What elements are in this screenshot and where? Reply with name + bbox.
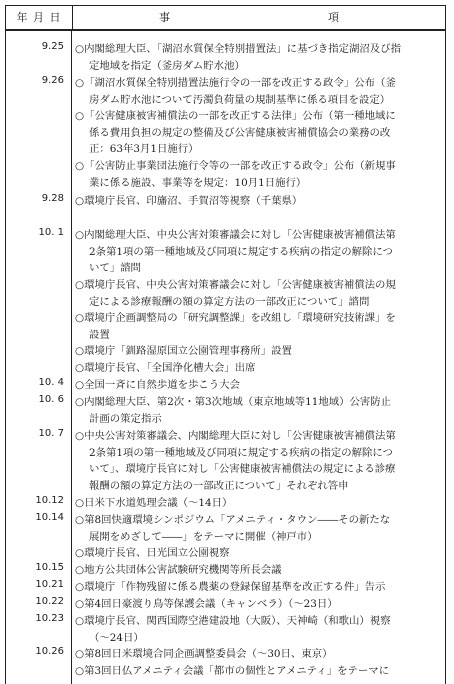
event-entry [75, 495, 443, 512]
event-text-line: ○「公害健康被害補償法の一部を改正する法律」公布（第一種地域に [75, 110, 396, 122]
column-divider [71, 31, 72, 684]
event-text-line: ○第4回日豪渡り鳥等保護会議（キャンベラ）（～23日） [75, 598, 338, 610]
event-text-line: ○内閣総理大臣、「湖沼水質保全特別措置法」に基づき指定湖沼及び指 [75, 43, 401, 55]
event-text-line: ○環境庁長官、日光国立公園視察 [75, 547, 230, 559]
event-entry [75, 646, 443, 663]
event-text-line: ○環境庁「作物残留に係る農薬の登録保留基準を改正する件」告示 [75, 581, 386, 593]
event-text-line: 定地域を指定（釜房ダム貯水池） [89, 59, 245, 72]
event-entry [75, 596, 443, 613]
event-entry [75, 360, 443, 377]
event-entry [75, 545, 443, 562]
row-date: 10. 7 [38, 428, 64, 439]
event-text-line: 2条第1項の第一種地域及び同項に規定する疾病の指定の解除につ [89, 245, 393, 258]
event-text-line: ○第8回日米環境合同企画調整委員会（～30日、東京） [75, 648, 333, 660]
event-text-line: 房ダム貯水池について汚濁負荷量の規制基準に係る項目を設定） [89, 93, 391, 106]
event-text-line: ○環境庁長官、印旛沼、手賀沼等視察（千葉県） [75, 195, 303, 207]
event-text-line: ○中央公害対策審議会、内閣総理大臣に対し「公害健康被害補償法第 [75, 430, 396, 442]
row-date: 10.12 [35, 495, 64, 506]
event-entry [75, 663, 443, 680]
event-entry [75, 562, 443, 579]
event-column-header [73, 6, 445, 29]
event-text-line: 2条第1項の第一種地域及び同項に規定する疾病の指定の解除につ [89, 446, 393, 459]
row-date: 10. 1 [38, 227, 64, 238]
event-entry [75, 41, 443, 74]
event-entry [75, 75, 443, 108]
event-text-line: ○第3回日仏アメニティ会議「都市の個性とアメニティ」をテーマに [75, 665, 390, 677]
event-entry [75, 158, 443, 191]
table-header [5, 5, 446, 31]
event-text-line: 報酬の額の算定方法の一部改正について」それぞれ答申 [89, 480, 349, 493]
event-text-line: （～24日） [89, 631, 144, 644]
event-text-line: ○環境庁長官、中央公害対策審議会に対し「公害健康被害補償法の規 [75, 279, 396, 291]
event-entry [75, 343, 443, 360]
event-text-line: 設置 [89, 328, 110, 341]
event-text-line: ○環境庁長官、関西国際空港建設地（大阪）、天神崎（和歌山）視察 [75, 615, 391, 627]
event-text-line: ○第8回快適環境シンポジウム「アメニティ・タウン――その新たな [75, 514, 391, 526]
event-text-line: 係る費用負担の規定の整備及び公害健康被害補償協会の業務の改 [89, 126, 391, 139]
event-entry [75, 428, 443, 495]
event-text-line: ○全国一斉に自然歩道を歩こう大会 [75, 379, 240, 391]
row-date: 10.21 [35, 579, 64, 590]
event-entry [75, 277, 443, 310]
date-column-header: 年 月 日 [6, 6, 73, 29]
event-text-line: ○内閣総理大臣、第2次・第3次地域（東京地域等11地域）公害防止 [75, 396, 392, 408]
row-date: 10. 6 [38, 394, 64, 405]
event-text-line: いて」諮問 [89, 262, 141, 275]
event-text-line: 業に係る施設、事業等を規定：10月1日施行） [89, 176, 307, 189]
row-date: 10.22 [35, 596, 64, 607]
event-text-line: 正：63年3月1日施行） [89, 143, 199, 156]
event-header-char-2: 項 [328, 11, 340, 24]
event-text-line: ○内閣総理大臣、中央公害対策審議会に対し「公害健康被害補償法第 [75, 229, 396, 241]
event-text-line: 定による診療報酬の額の算定方法の一部改正について」諮問 [89, 295, 370, 308]
event-entry [75, 613, 443, 646]
event-text-line: ○環境庁長官、「全国浄化槽大会」出席 [75, 362, 256, 374]
event-text-line: 展開をめざして――」をテーマに開催（神戸市） [89, 530, 318, 543]
row-date: 9.28 [41, 193, 64, 204]
event-entry [75, 512, 443, 545]
event-entry [75, 394, 443, 427]
event-text-line: ○「公害防止事業団法施行令等の一部を改正する政令」公布（新規事 [75, 160, 396, 172]
row-date: 9.26 [41, 75, 64, 86]
row-date: 10. 4 [38, 377, 64, 388]
row-date: 10.26 [35, 646, 64, 657]
event-text-line: ○環境庁「釧路湿原国立公園管理事務所」設置 [75, 345, 292, 357]
event-text-line: いて」、環境庁長官に対し「公害健康被害補償法の規定による診療 [89, 463, 396, 476]
event-entry [75, 377, 443, 394]
event-text-line: ○地方公共団体公害試験研究機関等所長会議 [75, 564, 282, 576]
event-text-line: ○「湖沼水質保全特別措置法施行令の一部を改正する政令」公布（釜 [75, 77, 396, 89]
row-date: 10.23 [35, 613, 64, 624]
event-entry [75, 310, 443, 343]
event-entry [75, 193, 443, 210]
event-text-line: ○日米下水道処理会議（～14日） [75, 497, 233, 509]
event-text-line: ○環境庁企画調整局の「研究調整課」を改組し「環境研究技術課」を [75, 312, 396, 324]
event-entry [75, 108, 443, 158]
row-date: 9.25 [41, 41, 64, 52]
event-text-line: 計画の策定指示 [89, 412, 162, 425]
event-entry [75, 227, 443, 277]
row-date: 10.15 [35, 562, 64, 573]
row-date: 10.14 [35, 512, 64, 523]
event-header-char-1: 事 [159, 11, 171, 24]
event-entry [75, 579, 443, 596]
